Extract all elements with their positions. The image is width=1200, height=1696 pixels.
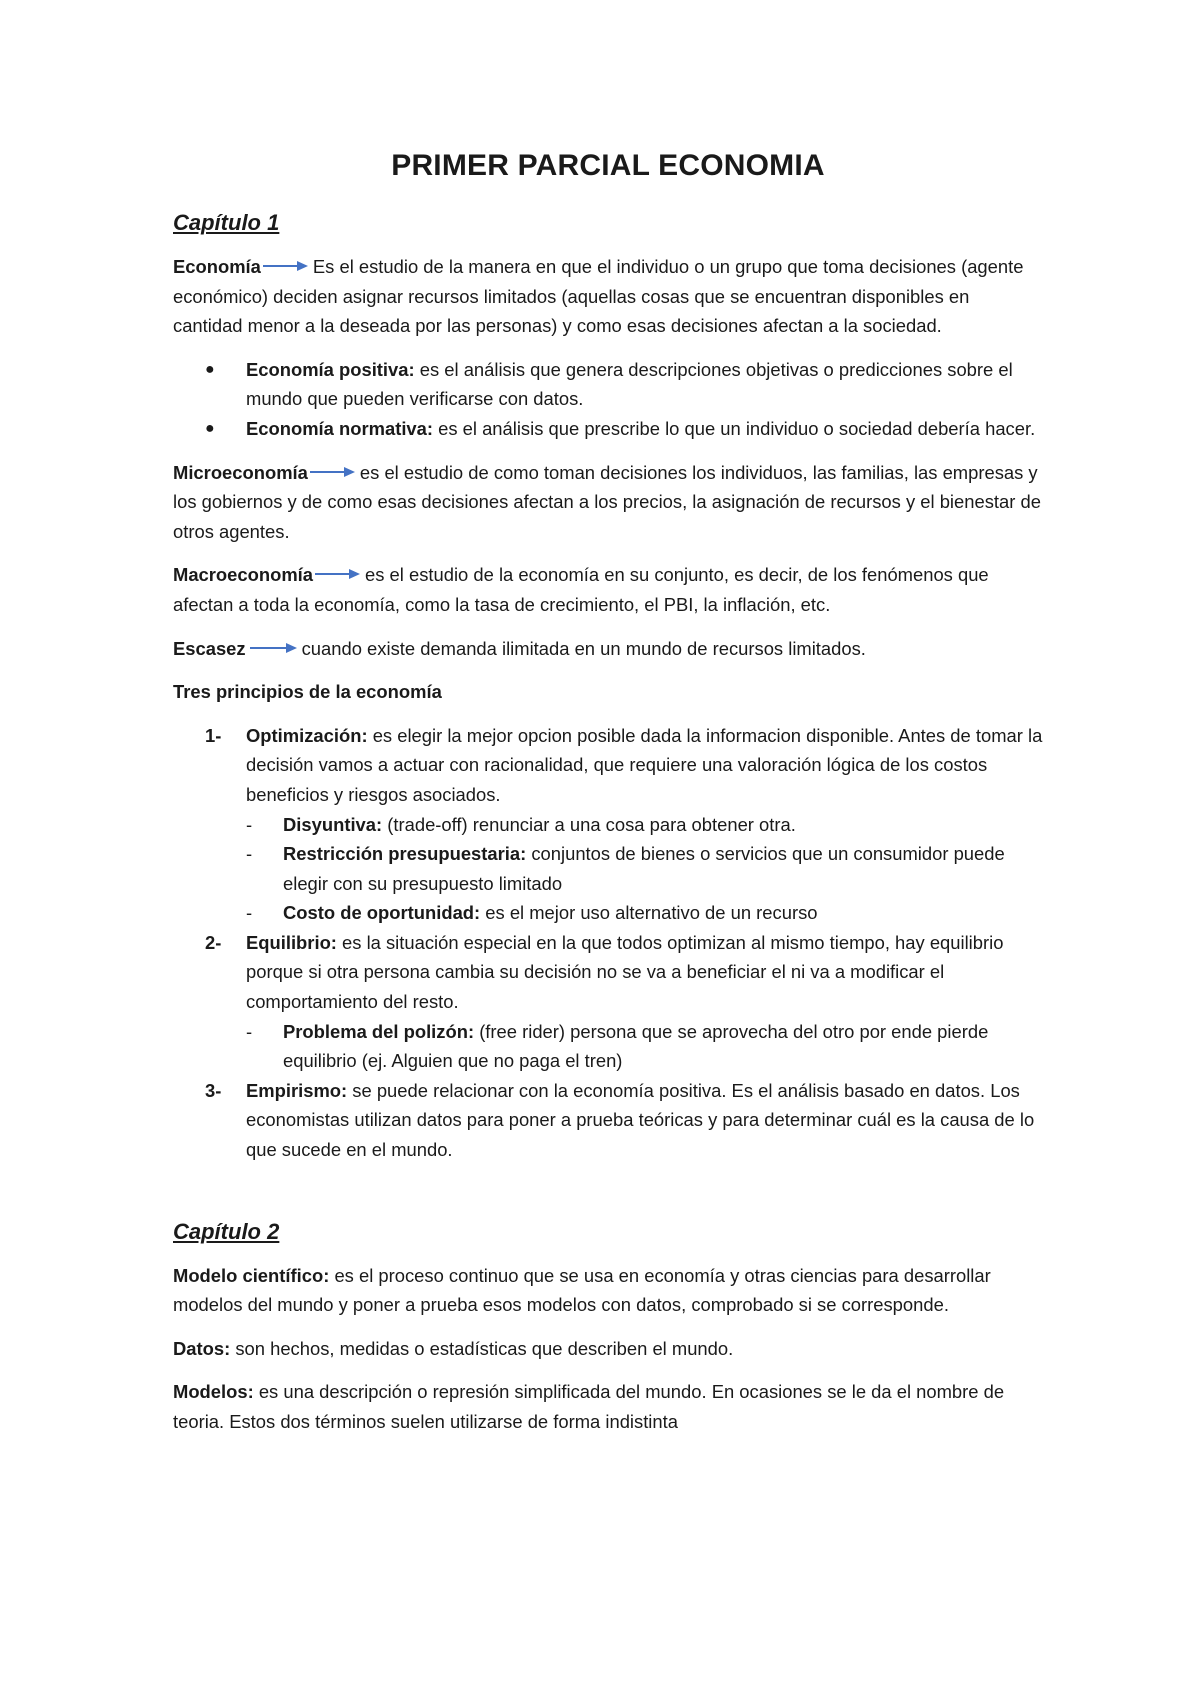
bullet-dot-icon: ● bbox=[205, 419, 215, 437]
chapter-2-heading: Capítulo 2 bbox=[173, 1218, 280, 1244]
list-number: 3- bbox=[205, 1079, 222, 1101]
list-number: 2- bbox=[205, 931, 222, 953]
term-problema-del-polizon: Problema del polizón: bbox=[283, 1020, 475, 1042]
chapter-1-heading: Capítulo 1 bbox=[173, 210, 280, 235]
term-datos: Datos: bbox=[173, 1337, 231, 1359]
definition-text-economia: Es el estudio de la manera en que el individuo o un grupo que toma decisiones (agente económico) deciden asignar recursos limitados (aquellas cosas que se encuentran disponibles en cantidad menor a la deseada por las personas) y como esas decisiones afectan a la sociedad. bbox=[173, 256, 1024, 337]
principle-optimizacion bbox=[173, 721, 1043, 928]
principles-heading: Tres principios de la economía bbox=[173, 681, 442, 703]
term-optimizacion: Optimización: bbox=[246, 724, 368, 746]
term-economia: Economía bbox=[173, 256, 261, 277]
bullet-dot-icon: ● bbox=[205, 360, 215, 378]
sub-list-item bbox=[246, 810, 1043, 840]
dash-marker: - bbox=[246, 902, 253, 924]
definition-text-microeconomia: es el estudio de como toman decisiones los individuos, las familias, las empresas y los gobiernos y de como esas decisiones afectan a los precios, la asignación de recursos y el bienestar de otros agentes. bbox=[173, 461, 1041, 542]
term-economia-positiva: Economía positiva: bbox=[246, 358, 415, 380]
list-item-text: es el análisis que genera descripciones objetivas o predicciones sobre el mundo que pueden verificarse con datos. bbox=[246, 358, 1013, 410]
principle-equilibrio bbox=[173, 928, 1043, 1076]
definition-text: es una descripción o represión simplificada del mundo. En ocasiones se le da el nombre de teoria. Estos dos términos suelen utilizarse de forma indistinta bbox=[173, 1381, 1005, 1432]
definition-microeconomia bbox=[173, 458, 1043, 547]
term-disyuntiva: Disyuntiva: bbox=[283, 813, 383, 835]
term-modelo-cientifico: Modelo científico: bbox=[173, 1264, 330, 1286]
right-arrow-icon bbox=[310, 466, 356, 478]
term-macroeconomia: Macroeconomía bbox=[173, 564, 314, 586]
definition-escasez bbox=[173, 634, 1043, 664]
principles-list bbox=[173, 721, 1043, 1165]
sub-list bbox=[246, 1017, 1043, 1076]
document-content bbox=[173, 146, 1043, 1451]
principle-text: es elegir la mejor opcion posible dada la informacion disponible. Antes de tomar la decisión vamos a actuar con racionalidad, que requiere una valoración lógica de los costos beneficios y riesgos asociados. bbox=[246, 724, 1043, 805]
definition-datos bbox=[173, 1334, 1043, 1364]
page-title: PRIMER PARCIAL ECONOMIA bbox=[391, 149, 825, 182]
definition-text-escasez: cuando existe demanda ilimitada en un mundo de recursos limitados. bbox=[301, 637, 866, 659]
principle-text: es la situación especial en la que todos optimizan al mismo tiempo, hay equilibrio porque si otra persona cambia su decisión no se va a beneficiar el ni va a modificar el comportamiento del resto. bbox=[246, 931, 1004, 1013]
right-arrow-icon bbox=[263, 260, 309, 272]
sub-list-item bbox=[246, 1017, 1043, 1076]
term-costo-de-oportunidad: Costo de oportunidad: bbox=[283, 902, 481, 924]
list-item bbox=[173, 414, 1043, 444]
term-economia-normativa: Economía normativa: bbox=[246, 417, 434, 439]
definition-macroeconomia bbox=[173, 560, 1043, 619]
term-modelos: Modelos: bbox=[173, 1381, 254, 1403]
principle-text: se puede relacionar con la economía positiva. Es el análisis basado en datos. Los economistas utilizan datos para poner a prueba teóricas y para determinar cuál es la causa de lo que sucede en el mundo. bbox=[246, 1079, 1035, 1161]
sub-item-text: (free rider) persona que se aprovecha del otro por ende pierde equilibrio (ej. Alguien que no paga el tren) bbox=[283, 1020, 989, 1072]
term-escasez: Escasez bbox=[173, 637, 246, 659]
dash-marker: - bbox=[246, 813, 253, 835]
dash-marker: - bbox=[246, 1020, 253, 1042]
sub-list-item bbox=[246, 839, 1043, 898]
definition-economia bbox=[173, 252, 1043, 341]
definition-modelos bbox=[173, 1377, 1043, 1436]
sub-list-item bbox=[246, 898, 1043, 928]
definition-text: son hechos, medidas o estadísticas que describen el mundo. bbox=[230, 1337, 734, 1359]
dash-marker: - bbox=[246, 843, 253, 865]
right-arrow-icon bbox=[248, 642, 298, 654]
definition-text-macroeconomia: es el estudio de la economía en su conjunto, es decir, de los fenómenos que afectan a toda la economía, como la tasa de crecimiento, el PBI, la inflación, etc. bbox=[173, 564, 989, 615]
definition-text: es el proceso continuo que se usa en economía y otras ciencias para desarrollar modelos del mundo y poner a prueba esos modelos con datos, comprobado si se corresponde. bbox=[173, 1264, 991, 1316]
term-restriccion-presupuestaria: Restricción presupuestaria: bbox=[283, 843, 527, 865]
term-equilibrio: Equilibrio: bbox=[246, 931, 337, 953]
principle-empirismo bbox=[173, 1076, 1043, 1165]
term-empirismo: Empirismo: bbox=[246, 1079, 348, 1101]
sub-list bbox=[246, 810, 1043, 928]
term-microeconomia: Microeconomía bbox=[173, 461, 308, 483]
list-number: 1- bbox=[205, 724, 222, 746]
sub-item-text: es el mejor uso alternativo de un recurso bbox=[480, 902, 818, 924]
definition-modelo-cientifico bbox=[173, 1261, 1043, 1320]
sub-item-text: (trade-off) renunciar a una cosa para obtener otra. bbox=[382, 813, 796, 835]
bullet-list bbox=[173, 355, 1043, 444]
list-item bbox=[173, 355, 1043, 414]
right-arrow-icon bbox=[315, 568, 361, 580]
list-item-text: es el análisis que prescribe lo que un individuo o sociedad debería hacer. bbox=[433, 417, 1036, 439]
sub-item-text: conjuntos de bienes o servicios que un consumidor puede elegir con su presupuesto limitado bbox=[283, 843, 1005, 894]
